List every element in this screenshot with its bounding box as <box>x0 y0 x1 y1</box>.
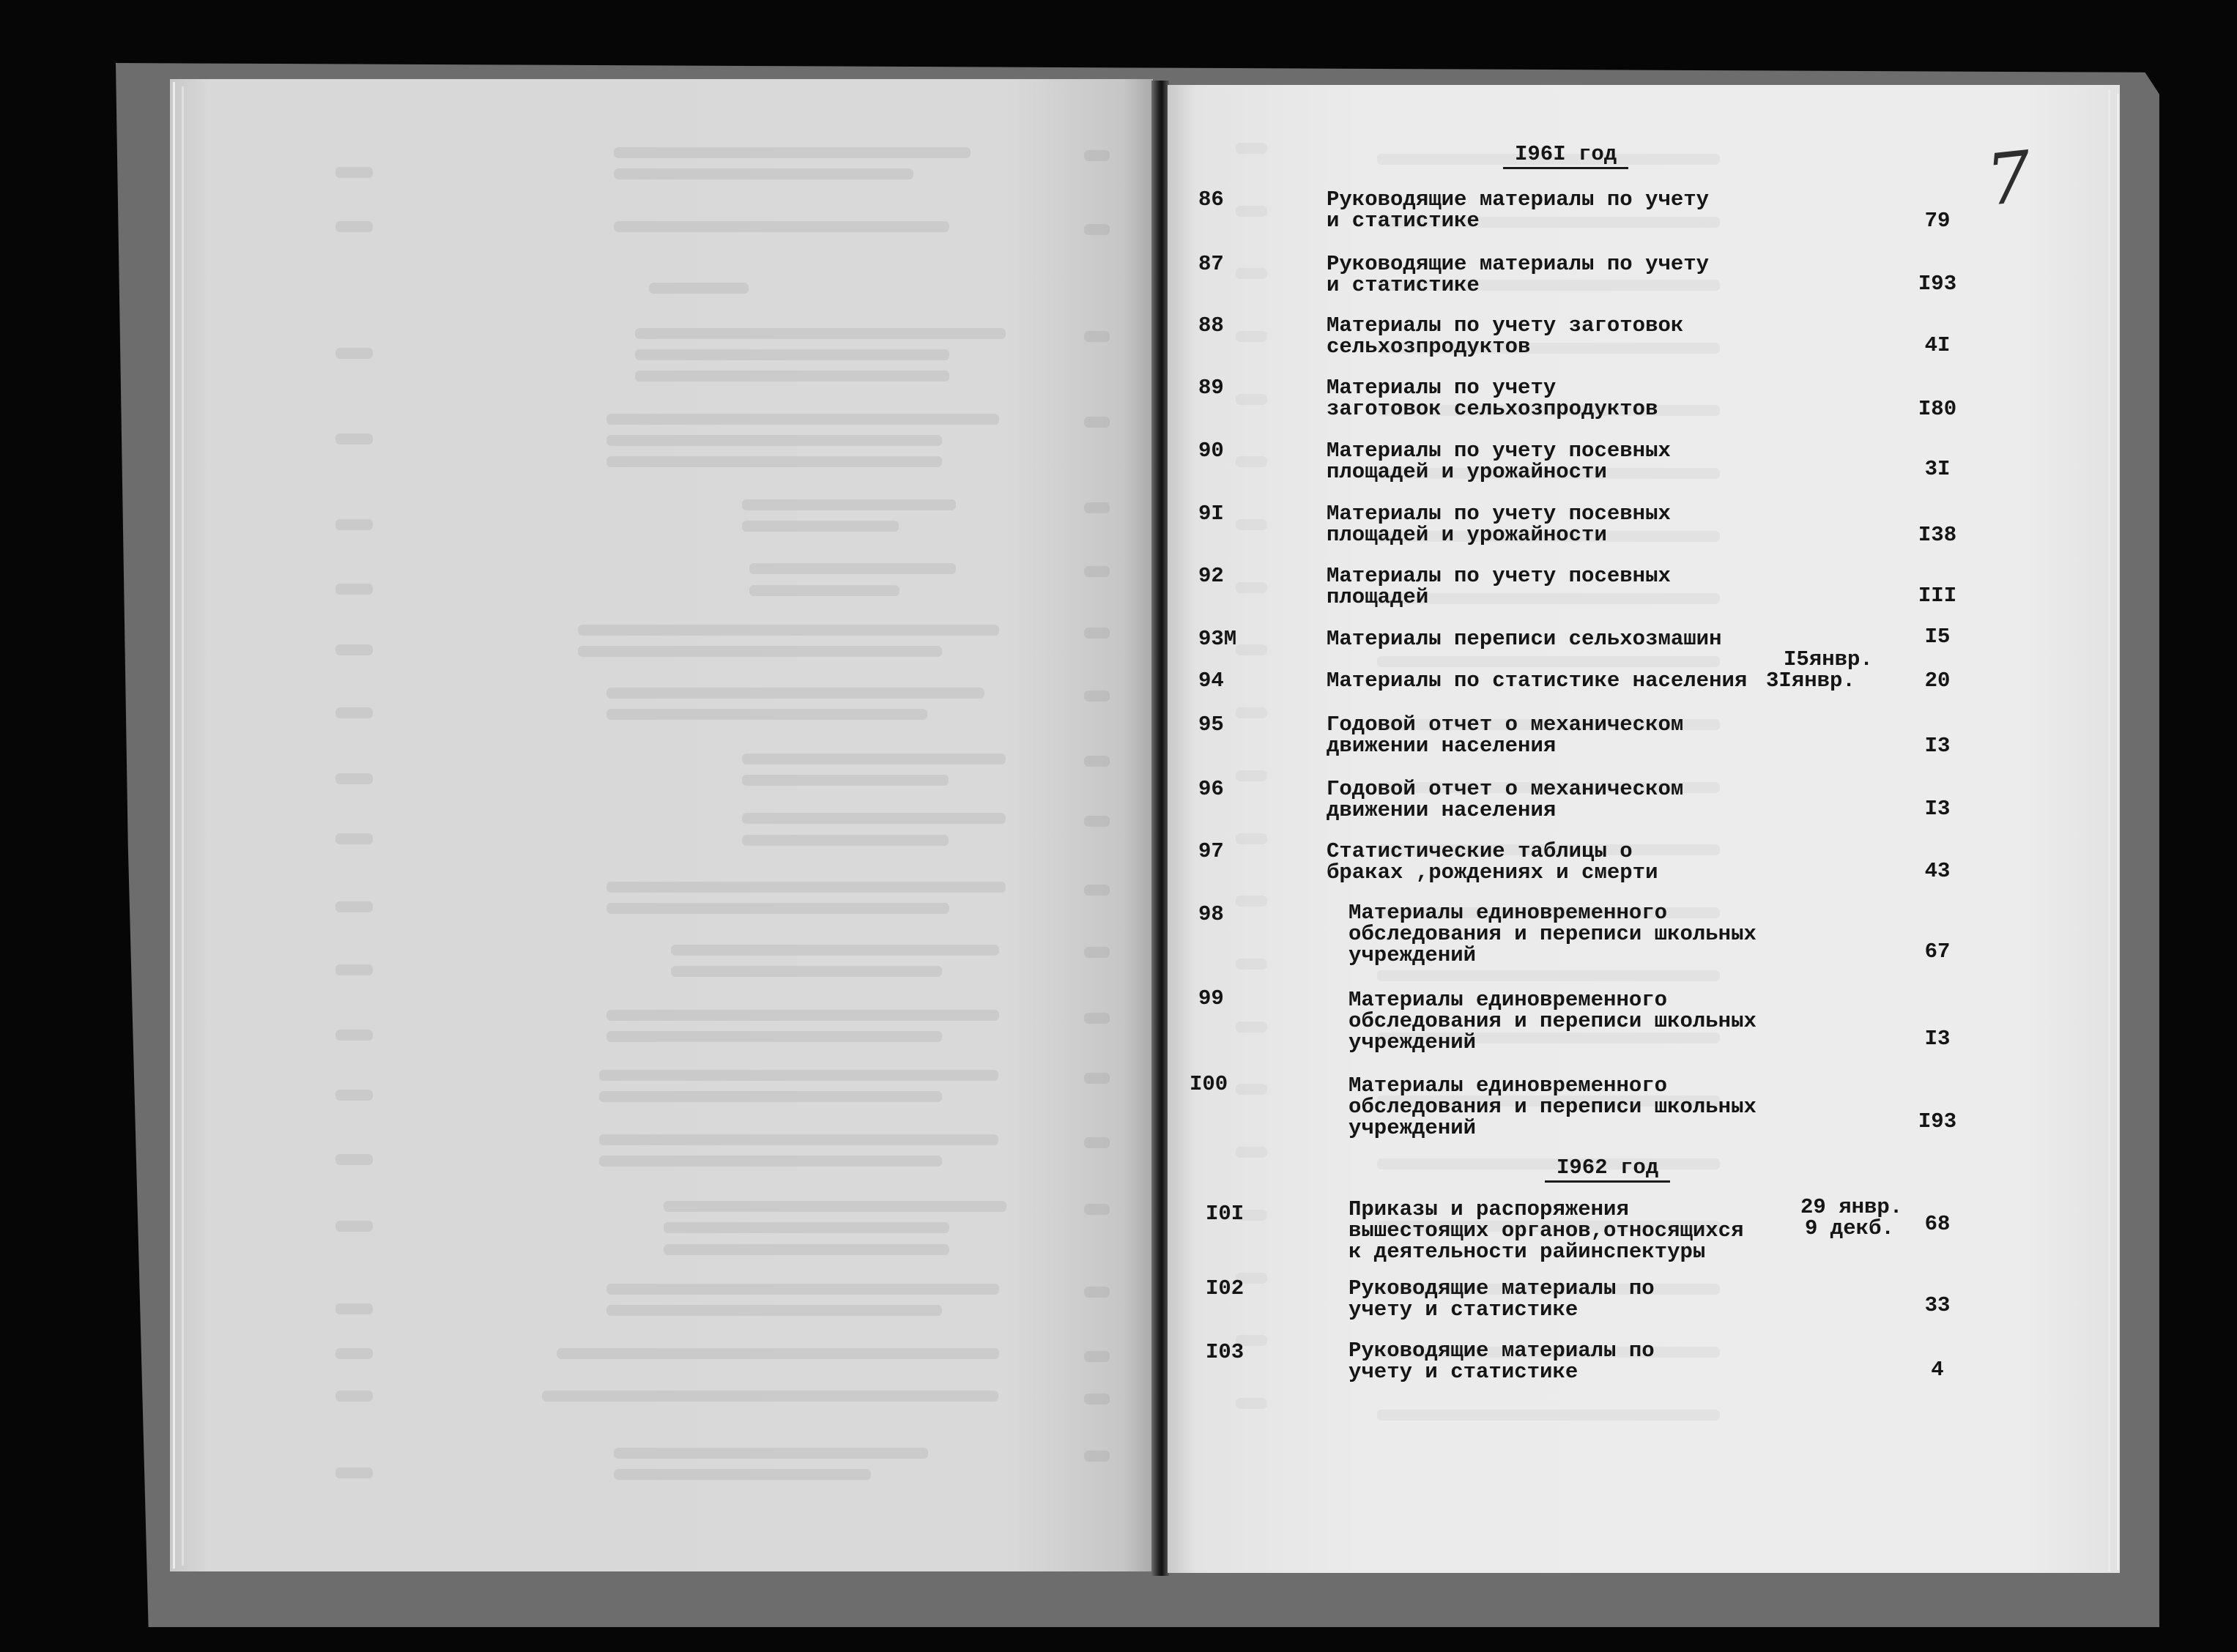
bleed-through-line <box>1236 896 1267 907</box>
item-title-line: вышестоящих органов,относящихся <box>1348 1218 1744 1243</box>
bleed-through-line <box>1236 1147 1267 1158</box>
bleed-through-line <box>742 521 899 532</box>
bleed-through-line <box>1084 331 1110 342</box>
item-number: 90 <box>1198 439 1224 463</box>
bleed-through-line <box>742 835 949 846</box>
item-title-line: Материалы по учету посевных <box>1327 564 1671 588</box>
item-title-line: браках ,рождениях и смерти <box>1327 860 1658 885</box>
book-spine <box>1151 81 1169 1576</box>
bleed-through-line <box>1084 502 1110 513</box>
item-title-line: Приказы и распоряжения <box>1348 1197 1629 1221</box>
bleed-through-line <box>606 709 927 720</box>
sheet-count: 68 <box>1924 1212 1951 1236</box>
bleed-through-line <box>606 1284 999 1295</box>
item-title-line: Руководящие материалы по учету <box>1327 187 1710 212</box>
item-title-line: Материалы единовременного <box>1348 988 1668 1012</box>
bleed-through-line <box>335 348 373 359</box>
bleed-through-line <box>606 688 984 699</box>
bleed-through-line <box>599 1091 942 1102</box>
item-number: 88 <box>1198 313 1224 338</box>
item-number: 93М <box>1198 627 1237 651</box>
bleed-through-line <box>606 1031 942 1042</box>
item-title-line: Руководящие материалы по учету <box>1327 252 1710 276</box>
item-title-line: учету и статистике <box>1348 1298 1578 1322</box>
sheet-count: I5 <box>1924 625 1951 649</box>
page-edge <box>173 82 175 1569</box>
bleed-through-line <box>335 519 373 530</box>
bleed-through-line <box>1236 644 1267 655</box>
bleed-through-line <box>749 563 956 574</box>
item-number: 95 <box>1198 712 1224 737</box>
bleed-through-line <box>335 707 373 718</box>
item-title-line: заготовок сельхозпродуктов <box>1327 397 1658 421</box>
bleed-through-line <box>649 283 749 294</box>
bleed-through-line <box>1084 947 1110 958</box>
bleed-through-line <box>1236 770 1267 781</box>
bleed-through-line <box>1084 1287 1110 1298</box>
bleed-through-line <box>635 371 949 382</box>
item-title-line: Материалы переписи сельхозмашин <box>1327 627 1722 651</box>
bleed-through-line <box>1084 1351 1110 1362</box>
item-title-line: Материалы по учету посевных <box>1327 439 1671 463</box>
bleed-through-line <box>1084 224 1110 235</box>
item-title-line: движении населения <box>1327 798 1557 822</box>
item-title-line: Годовой отчет о механическом <box>1327 712 1684 737</box>
bleed-through-line <box>1084 628 1110 639</box>
item-title-line: Статистические таблицы о <box>1327 839 1633 863</box>
page-edge <box>2108 89 2110 1571</box>
item-number: 92 <box>1198 564 1224 588</box>
item-title-line: Материалы по учету заготовок <box>1327 313 1684 338</box>
bleed-through-line <box>578 646 942 657</box>
date-start: 29 янвр. <box>1800 1195 1903 1219</box>
bleed-through-line <box>1084 150 1110 161</box>
item-number: I03 <box>1206 1340 1244 1364</box>
bleed-through-line <box>606 456 942 467</box>
item-title-line: учреждений <box>1348 1030 1477 1054</box>
item-number: 9I <box>1198 502 1224 526</box>
date-end: 9 декб. <box>1805 1216 1894 1240</box>
bleed-through-line <box>1236 519 1267 530</box>
year-heading-1961: I96I год <box>1503 144 1628 169</box>
item-title-line: обследования и переписи школьных <box>1348 922 1756 946</box>
bleed-through-line <box>606 882 1006 893</box>
sheet-count: 4 <box>1931 1358 1944 1382</box>
item-title-line: Годовой отчет о механическом <box>1327 777 1684 801</box>
item-title-line: Материалы единовременного <box>1348 1074 1668 1098</box>
bleed-through-line <box>1236 394 1267 405</box>
bleed-through-line <box>1084 566 1110 577</box>
bleed-through-line <box>664 1201 1006 1212</box>
sheet-count: 3I <box>1924 457 1951 481</box>
bleed-through-line <box>1084 1013 1110 1024</box>
bleed-through-line <box>335 584 373 595</box>
bleed-through-line <box>1084 691 1110 702</box>
bleed-through-line <box>1236 1084 1267 1095</box>
bleed-through-line <box>742 775 949 786</box>
bleed-through-line <box>606 1305 942 1316</box>
bleed-through-line <box>614 1469 871 1480</box>
bleed-through-line <box>1236 707 1267 718</box>
bleed-through-line <box>335 644 373 655</box>
bleed-through-line <box>335 1154 373 1165</box>
bleed-through-line <box>335 901 373 912</box>
bleed-through-line <box>742 813 1006 824</box>
bleed-through-line <box>1236 959 1267 970</box>
bleed-through-line <box>606 1010 999 1021</box>
bleed-through-line <box>635 328 1006 339</box>
item-title-line: Материалы по учету <box>1327 376 1557 400</box>
bleed-through-line <box>635 349 949 360</box>
bleed-through-line <box>557 1348 999 1359</box>
item-title-line: обследования и переписи школьных <box>1348 1009 1756 1033</box>
bleed-through-line <box>335 1030 373 1041</box>
bleed-through-line <box>335 1467 373 1478</box>
year-heading-1962: I962 год <box>1545 1157 1670 1183</box>
bleed-through-line <box>1236 206 1267 217</box>
bleed-through-line <box>671 966 942 977</box>
bleed-through-line <box>1236 456 1267 467</box>
bleed-through-line <box>335 1348 373 1359</box>
bleed-through-line <box>1377 1410 1720 1421</box>
bleed-through-line <box>614 147 971 158</box>
sheet-count: 67 <box>1924 940 1951 964</box>
sheet-count: I3 <box>1924 734 1951 758</box>
bleed-through-line <box>1236 1398 1267 1409</box>
bleed-through-line <box>1236 268 1267 279</box>
bleed-through-line <box>335 773 373 784</box>
bleed-through-line <box>742 754 1006 764</box>
item-title-line: площадей <box>1327 585 1429 609</box>
bleed-through-line <box>1084 1204 1110 1215</box>
item-title-line: и статистике <box>1327 273 1480 297</box>
bleed-through-line <box>606 903 949 914</box>
bleed-through-line <box>1236 582 1267 593</box>
bleed-through-line <box>1377 656 1720 667</box>
item-title-line: Руководящие материалы по <box>1348 1276 1655 1301</box>
bleed-through-line <box>599 1134 998 1145</box>
bleed-through-line <box>606 414 999 425</box>
sheet-count: I38 <box>1918 523 1957 547</box>
bleed-through-line <box>1084 417 1110 428</box>
sheet-count: I93 <box>1918 272 1957 296</box>
handwritten-page-number: 7 <box>1982 135 2036 222</box>
sheet-count: I3 <box>1924 797 1951 821</box>
bleed-through-line <box>1236 143 1267 154</box>
item-title-line: и статистике <box>1327 209 1480 233</box>
item-number: I02 <box>1206 1276 1244 1301</box>
item-title-line: Материалы по учету посевных <box>1327 502 1671 526</box>
bleed-through-line <box>542 1391 998 1402</box>
sheet-count: I80 <box>1918 397 1957 421</box>
bleed-through-line <box>335 434 373 444</box>
item-number: 89 <box>1198 376 1224 400</box>
bleed-through-line <box>335 221 373 232</box>
item-title-line: площадей и урожайности <box>1327 460 1607 484</box>
bleed-through-line <box>578 625 999 636</box>
bleed-through-line <box>335 167 373 178</box>
bleed-through-line <box>742 499 956 510</box>
sheet-count: III <box>1918 584 1957 608</box>
bleed-through-line <box>664 1222 949 1233</box>
bleed-through-line <box>749 585 899 596</box>
sheet-count: I93 <box>1918 1109 1957 1134</box>
item-number: 98 <box>1198 902 1224 926</box>
bleed-through-line <box>1084 1394 1110 1404</box>
bleed-through-line <box>1377 970 1720 981</box>
item-title-line: Материалы единовременного <box>1348 901 1668 925</box>
bleed-through-line <box>614 168 913 179</box>
bleed-through-line <box>614 221 949 232</box>
item-title-line: к деятельности райинспектуры <box>1348 1240 1706 1264</box>
bleed-through-line <box>1084 1073 1110 1084</box>
bleed-through-line <box>335 1391 373 1402</box>
bleed-through-line <box>335 1090 373 1101</box>
item-number: 96 <box>1198 777 1224 801</box>
bleed-through-line <box>1236 833 1267 844</box>
item-title-line: учету и статистике <box>1348 1360 1578 1384</box>
bleed-through-line <box>606 435 942 446</box>
item-title-line: обследования и переписи школьных <box>1348 1095 1756 1119</box>
sheet-count: 43 <box>1924 859 1951 883</box>
date-end: 3Iянвр. <box>1766 669 1855 693</box>
item-title-line: движении населения <box>1327 734 1557 758</box>
page-edge <box>182 86 184 1566</box>
bleed-through-line <box>1084 885 1110 896</box>
bleed-through-line <box>335 964 373 975</box>
item-number: 94 <box>1198 669 1224 693</box>
bleed-through-line <box>1084 1451 1110 1462</box>
bleed-through-line <box>671 945 999 956</box>
bleed-through-line <box>1084 1137 1110 1148</box>
item-number: I00 <box>1190 1072 1228 1096</box>
bleed-through-line <box>599 1070 998 1081</box>
sheet-count: 20 <box>1924 669 1951 693</box>
bleed-through-line <box>335 1221 373 1232</box>
item-title-line: сельхозпродуктов <box>1327 335 1531 359</box>
item-title-line: Материалы по статистике населения <box>1327 669 1748 693</box>
page-edge <box>2117 94 2119 1570</box>
bleed-through-line <box>614 1448 928 1459</box>
sheet-count: 33 <box>1924 1293 1951 1317</box>
item-number: I0I <box>1206 1202 1244 1226</box>
bleed-through-line <box>1236 1022 1267 1032</box>
item-number: 99 <box>1198 986 1224 1011</box>
item-title-line: учреждений <box>1348 943 1477 967</box>
bleed-through-line <box>1084 756 1110 767</box>
item-number: 86 <box>1198 187 1224 212</box>
item-number: 87 <box>1198 252 1224 276</box>
item-title-line: Руководящие материалы по <box>1348 1339 1655 1363</box>
item-title-line: учреждений <box>1348 1116 1477 1140</box>
date-start: I5янвр. <box>1784 647 1873 671</box>
bleed-through-line <box>1084 816 1110 827</box>
item-number: 97 <box>1198 839 1224 863</box>
bleed-through-line <box>335 1303 373 1314</box>
sheet-count: I3 <box>1924 1027 1951 1051</box>
sheet-count: 79 <box>1924 209 1951 233</box>
bleed-through-line <box>1236 331 1267 342</box>
sheet-count: 4I <box>1924 333 1951 357</box>
bleed-through-line <box>599 1156 942 1167</box>
item-title-line: площадей и урожайности <box>1327 523 1607 547</box>
bleed-through-line <box>335 833 373 844</box>
bleed-through-line <box>664 1244 949 1255</box>
